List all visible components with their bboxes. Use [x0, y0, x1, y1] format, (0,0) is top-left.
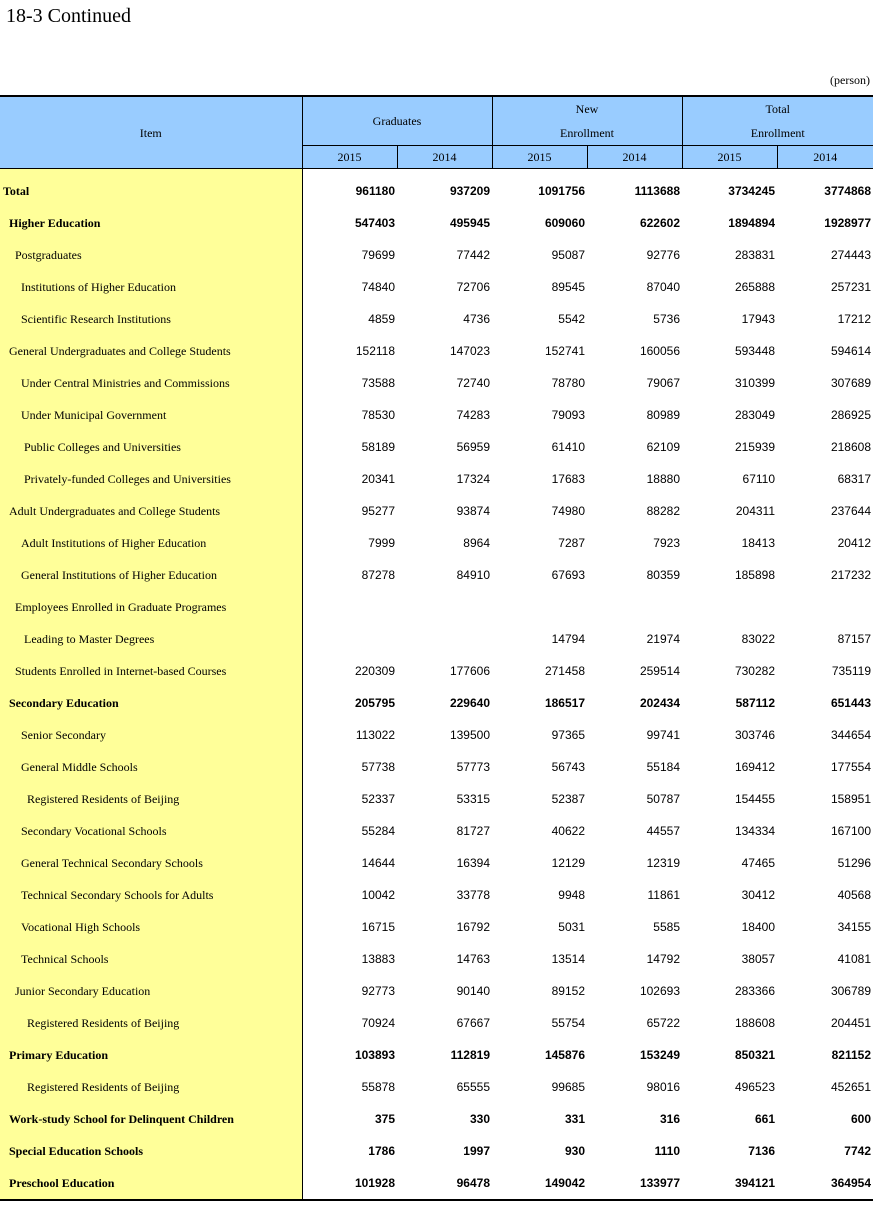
- graduates-header-label: Graduates: [372, 114, 422, 128]
- value-cell: 40568: [837, 888, 871, 902]
- value-cell: 97365: [551, 728, 585, 742]
- row-label: Secondary Vocational Schools: [0, 815, 302, 847]
- total-enrollment-header: [682, 96, 873, 146]
- value-cell: 84910: [456, 568, 490, 582]
- row-label: Work-study School for Delinquent Children: [0, 1103, 302, 1135]
- table-row: [0, 1135, 873, 1167]
- value-cell: 11861: [647, 888, 680, 902]
- value-cell: 57738: [361, 760, 395, 774]
- table-row: [0, 783, 873, 815]
- value-cell: 9948: [558, 888, 585, 902]
- value-cell: 65555: [456, 1080, 490, 1094]
- value-cell: 133977: [639, 1176, 680, 1190]
- value-cell: 103893: [354, 1048, 395, 1062]
- value-cell: 83022: [741, 632, 775, 646]
- value-cell: 4736: [463, 312, 490, 326]
- value-cell: 61410: [551, 440, 585, 454]
- value-cell: 79067: [646, 376, 680, 390]
- value-cell: 44557: [646, 824, 680, 838]
- row-label: Special Education Schools: [0, 1135, 302, 1167]
- year-header: 2014: [777, 146, 873, 169]
- value-cell: 651443: [830, 696, 871, 710]
- value-cell: 87157: [837, 632, 871, 646]
- value-cell: 259514: [639, 664, 680, 678]
- value-cell: 283049: [734, 408, 775, 422]
- table-row: [0, 1103, 873, 1135]
- table-row: [0, 975, 873, 1007]
- value-cell: 930: [564, 1144, 585, 1158]
- value-cell: 95087: [551, 248, 585, 262]
- table-row: [0, 911, 873, 943]
- value-cell: 3774868: [824, 184, 871, 198]
- table-row: [0, 303, 873, 335]
- row-label: Adult Institutions of Higher Education: [0, 527, 302, 559]
- value-cell: 72740: [456, 376, 490, 390]
- value-cell: 4859: [368, 312, 395, 326]
- table-row: [0, 1007, 873, 1039]
- row-label: Preschool Education: [0, 1167, 302, 1200]
- table-body: [0, 169, 873, 1201]
- value-cell: 96478: [456, 1176, 490, 1190]
- value-cell: 17324: [456, 472, 490, 486]
- value-cell: 74283: [456, 408, 490, 422]
- value-cell: 139500: [449, 728, 490, 742]
- value-cell: 7742: [844, 1144, 871, 1158]
- row-label: Total: [0, 175, 302, 207]
- table-row: [0, 879, 873, 911]
- value-cell: 89152: [551, 984, 585, 998]
- row-label: Scientific Research Institutions: [0, 303, 302, 335]
- new-enrollment-header-line1: New: [575, 102, 599, 116]
- value-cell: 3734245: [728, 184, 775, 198]
- value-cell: 147023: [449, 344, 490, 358]
- graduates-header: [302, 96, 492, 146]
- year-header: 2015: [682, 146, 777, 169]
- header-row-groups: [0, 96, 873, 146]
- value-cell: 34155: [837, 920, 871, 934]
- value-cell: 57773: [456, 760, 490, 774]
- value-cell: 7923: [653, 536, 680, 550]
- value-cell: 101928: [354, 1176, 395, 1190]
- table-row: [0, 591, 873, 623]
- value-cell: [397, 591, 492, 623]
- value-cell: 169412: [734, 760, 775, 774]
- total-enrollment-header-line1: Total: [765, 102, 790, 116]
- value-cell: 14763: [456, 952, 490, 966]
- value-cell: 30412: [741, 888, 775, 902]
- table-row: [0, 207, 873, 239]
- table-row: [0, 719, 873, 751]
- value-cell: 62109: [646, 440, 680, 454]
- value-cell: 55878: [361, 1080, 395, 1094]
- value-cell: 271458: [544, 664, 585, 678]
- value-cell: 88282: [646, 504, 680, 518]
- value-cell: 67667: [456, 1016, 490, 1030]
- row-label: Technical Schools: [0, 943, 302, 975]
- row-label: Vocational High Schools: [0, 911, 302, 943]
- value-cell: 149042: [544, 1176, 585, 1190]
- row-label: Postgraduates: [0, 239, 302, 271]
- row-label: Employees Enrolled in Graduate Programes: [0, 591, 302, 623]
- value-cell: 70924: [361, 1016, 395, 1030]
- value-cell: 237644: [830, 504, 871, 518]
- value-cell: 78530: [361, 408, 395, 422]
- value-cell: 21974: [646, 632, 680, 646]
- value-cell: 55754: [551, 1016, 585, 1030]
- value-cell: 58189: [361, 440, 395, 454]
- value-cell: 33778: [456, 888, 490, 902]
- table-row: [0, 527, 873, 559]
- value-cell: 52337: [361, 792, 395, 806]
- table-row: [0, 815, 873, 847]
- value-cell: 112819: [450, 1048, 490, 1062]
- row-label: Senior Secondary: [0, 719, 302, 751]
- value-cell: 331: [564, 1112, 585, 1126]
- value-cell: 102693: [639, 984, 680, 998]
- value-cell: 73588: [361, 376, 395, 390]
- value-cell: 18413: [741, 536, 775, 550]
- table-row: [0, 847, 873, 879]
- value-cell: [492, 591, 587, 623]
- value-cell: 145876: [544, 1048, 585, 1062]
- value-cell: 20341: [361, 472, 395, 486]
- table-row: [0, 687, 873, 719]
- table-row: [0, 431, 873, 463]
- new-enrollment-header: [492, 96, 682, 146]
- value-cell: 215939: [734, 440, 775, 454]
- value-cell: 74980: [551, 504, 585, 518]
- value-cell: 20412: [837, 536, 871, 550]
- value-cell: 177554: [830, 760, 871, 774]
- table-row: [0, 335, 873, 367]
- value-cell: 18880: [646, 472, 680, 486]
- table-row: [0, 399, 873, 431]
- value-cell: 1928977: [824, 216, 871, 230]
- value-cell: 218608: [830, 440, 871, 454]
- value-cell: 7999: [368, 536, 395, 550]
- value-cell: 167100: [830, 824, 871, 838]
- year-header: 2015: [492, 146, 587, 169]
- value-cell: 286925: [830, 408, 871, 422]
- value-cell: 74840: [361, 280, 395, 294]
- table-row: [0, 559, 873, 591]
- value-cell: 41081: [837, 952, 871, 966]
- value-cell: 90140: [456, 984, 490, 998]
- value-cell: 16394: [456, 856, 490, 870]
- value-cell: 1113688: [634, 184, 680, 198]
- value-cell: 87040: [646, 280, 680, 294]
- value-cell: 622602: [639, 216, 680, 230]
- row-label: Institutions of Higher Education: [0, 271, 302, 303]
- value-cell: 496523: [734, 1080, 775, 1094]
- value-cell: 79093: [551, 408, 585, 422]
- value-cell: [302, 623, 397, 655]
- table-row: [0, 1167, 873, 1200]
- row-label: Technical Secondary Schools for Adults: [0, 879, 302, 911]
- value-cell: 257231: [830, 280, 871, 294]
- value-cell: 68317: [837, 472, 871, 486]
- value-cell: 55284: [361, 824, 395, 838]
- row-label: Under Central Ministries and Commissions: [0, 367, 302, 399]
- value-cell: 99685: [551, 1080, 585, 1094]
- value-cell: 79699: [361, 248, 395, 262]
- value-cell: 152741: [544, 344, 585, 358]
- value-cell: 92773: [361, 984, 395, 998]
- value-cell: 113022: [355, 728, 395, 742]
- year-header: 2014: [587, 146, 682, 169]
- value-cell: 375: [374, 1112, 395, 1126]
- value-cell: 52387: [551, 792, 585, 806]
- value-cell: 330: [469, 1112, 490, 1126]
- value-cell: 50787: [646, 792, 680, 806]
- value-cell: 661: [754, 1112, 775, 1126]
- row-label: Under Municipal Government: [0, 399, 302, 431]
- value-cell: 205795: [354, 696, 395, 710]
- year-header: 2015: [302, 146, 397, 169]
- value-cell: 67110: [742, 472, 775, 486]
- row-label: Registered Residents of Beijing: [0, 1071, 302, 1103]
- value-cell: 93874: [456, 504, 490, 518]
- year-header: 2014: [397, 146, 492, 169]
- value-cell: 220309: [354, 664, 395, 678]
- row-label: General Undergraduates and College Students: [0, 335, 302, 367]
- value-cell: 1894894: [728, 216, 775, 230]
- row-label: Leading to Master Degrees: [0, 623, 302, 655]
- education-statistics-table: [0, 95, 873, 1201]
- value-cell: 95277: [361, 504, 395, 518]
- value-cell: 81727: [456, 824, 490, 838]
- table-row: [0, 239, 873, 271]
- value-cell: 265888: [734, 280, 775, 294]
- value-cell: 7136: [748, 1144, 775, 1158]
- table-row: [0, 655, 873, 687]
- value-cell: 14644: [361, 856, 395, 870]
- row-label: Privately-funded Colleges and Universities: [0, 463, 302, 495]
- value-cell: 5736: [653, 312, 680, 326]
- total-enrollment-header-line2: Enrollment: [750, 126, 805, 140]
- value-cell: 10042: [361, 888, 395, 902]
- value-cell: 160056: [639, 344, 680, 358]
- value-cell: 53315: [456, 792, 490, 806]
- value-cell: 283366: [734, 984, 775, 998]
- value-cell: 283831: [734, 248, 775, 262]
- value-cell: 186517: [544, 696, 585, 710]
- value-cell: 303746: [734, 728, 775, 742]
- value-cell: 154455: [734, 792, 775, 806]
- value-cell: 17212: [837, 312, 871, 326]
- row-label: General Institutions of Higher Education: [0, 559, 302, 591]
- value-cell: 18400: [741, 920, 775, 934]
- table-row: [0, 367, 873, 399]
- value-cell: 158951: [830, 792, 871, 806]
- value-cell: 316: [659, 1112, 680, 1126]
- value-cell: 229640: [449, 696, 490, 710]
- value-cell: 78780: [551, 376, 585, 390]
- value-cell: [777, 591, 873, 623]
- value-cell: 344654: [830, 728, 871, 742]
- value-cell: 38057: [741, 952, 775, 966]
- value-cell: 1110: [654, 1144, 680, 1158]
- value-cell: 65722: [646, 1016, 680, 1030]
- value-cell: 1786: [368, 1144, 395, 1158]
- value-cell: 452651: [830, 1080, 871, 1094]
- table-row: [0, 1039, 873, 1071]
- value-cell: 185898: [734, 568, 775, 582]
- value-cell: 204311: [735, 504, 775, 518]
- value-cell: 40622: [551, 824, 585, 838]
- value-cell: 56959: [456, 440, 490, 454]
- row-label: Higher Education: [0, 207, 302, 239]
- value-cell: 364954: [830, 1176, 871, 1190]
- value-cell: 13514: [551, 952, 585, 966]
- value-cell: 56743: [551, 760, 585, 774]
- value-cell: 92776: [646, 248, 680, 262]
- value-cell: 5585: [653, 920, 680, 934]
- value-cell: 547403: [354, 216, 395, 230]
- row-label: Secondary Education: [0, 687, 302, 719]
- value-cell: 1091756: [538, 184, 585, 198]
- value-cell: 202434: [639, 696, 680, 710]
- value-cell: 594614: [830, 344, 871, 358]
- value-cell: 99741: [646, 728, 680, 742]
- table-row: [0, 943, 873, 975]
- row-label: Registered Residents of Beijing: [0, 783, 302, 815]
- value-cell: 274443: [830, 248, 871, 262]
- value-cell: 937209: [449, 184, 490, 198]
- value-cell: 5542: [558, 312, 585, 326]
- value-cell: 730282: [734, 664, 775, 678]
- table-row: [0, 271, 873, 303]
- row-label: Adult Undergraduates and College Students: [0, 495, 302, 527]
- table-row: [0, 175, 873, 207]
- value-cell: 306789: [830, 984, 871, 998]
- value-cell: 177606: [449, 664, 490, 678]
- new-enrollment-header-line2: Enrollment: [560, 126, 614, 140]
- value-cell: [302, 591, 397, 623]
- value-cell: 495945: [449, 216, 490, 230]
- page-title: 18-3 Continued: [6, 5, 131, 27]
- value-cell: 80989: [646, 408, 680, 422]
- value-cell: 204451: [830, 1016, 871, 1030]
- value-cell: 153249: [639, 1048, 680, 1062]
- table-row: [0, 623, 873, 655]
- value-cell: 821152: [831, 1048, 871, 1062]
- row-label: Registered Residents of Beijing: [0, 1007, 302, 1039]
- value-cell: 55184: [646, 760, 680, 774]
- value-cell: 51296: [837, 856, 871, 870]
- value-cell: 850321: [734, 1048, 775, 1062]
- unit-label: (person): [830, 73, 870, 87]
- table-row: [0, 463, 873, 495]
- value-cell: 134334: [734, 824, 775, 838]
- value-cell: 609060: [544, 216, 585, 230]
- value-cell: 98016: [646, 1080, 680, 1094]
- table-row: [0, 495, 873, 527]
- table-row: [0, 1071, 873, 1103]
- value-cell: 310399: [734, 376, 775, 390]
- value-cell: 14794: [551, 632, 585, 646]
- value-cell: 72706: [456, 280, 490, 294]
- item-column-header: Item: [0, 96, 302, 169]
- value-cell: [682, 591, 777, 623]
- value-cell: 87278: [361, 568, 395, 582]
- value-cell: 14792: [646, 952, 680, 966]
- value-cell: 17683: [551, 472, 585, 486]
- value-cell: [587, 591, 682, 623]
- value-cell: 8964: [463, 536, 490, 550]
- value-cell: 67693: [551, 568, 585, 582]
- value-cell: 600: [850, 1112, 871, 1126]
- value-cell: 13883: [361, 952, 395, 966]
- value-cell: 47465: [741, 856, 775, 870]
- value-cell: 217232: [830, 568, 871, 582]
- value-cell: 5031: [558, 920, 585, 934]
- row-label: General Technical Secondary Schools: [0, 847, 302, 879]
- value-cell: 7287: [558, 536, 585, 550]
- row-label: Students Enrolled in Internet-based Courses: [0, 655, 302, 687]
- value-cell: 12319: [646, 856, 680, 870]
- value-cell: 16792: [456, 920, 490, 934]
- value-cell: 16715: [361, 920, 395, 934]
- value-cell: 77442: [456, 248, 490, 262]
- value-cell: 188608: [734, 1016, 775, 1030]
- value-cell: 80359: [646, 568, 680, 582]
- value-cell: 961180: [355, 184, 395, 198]
- value-cell: 735119: [831, 664, 871, 678]
- row-label: General Middle Schools: [0, 751, 302, 783]
- value-cell: 587112: [735, 696, 775, 710]
- value-cell: 152118: [355, 344, 395, 358]
- value-cell: 89545: [551, 280, 585, 294]
- table-row: [0, 751, 873, 783]
- value-cell: [397, 623, 492, 655]
- row-label: Junior Secondary Education: [0, 975, 302, 1007]
- value-cell: 1997: [463, 1144, 490, 1158]
- row-label: Public Colleges and Universities: [0, 431, 302, 463]
- value-cell: 12129: [551, 856, 585, 870]
- value-cell: 593448: [734, 344, 775, 358]
- value-cell: 394121: [734, 1176, 775, 1190]
- value-cell: 307689: [830, 376, 871, 390]
- value-cell: 17943: [741, 312, 775, 326]
- row-label: Primary Education: [0, 1039, 302, 1071]
